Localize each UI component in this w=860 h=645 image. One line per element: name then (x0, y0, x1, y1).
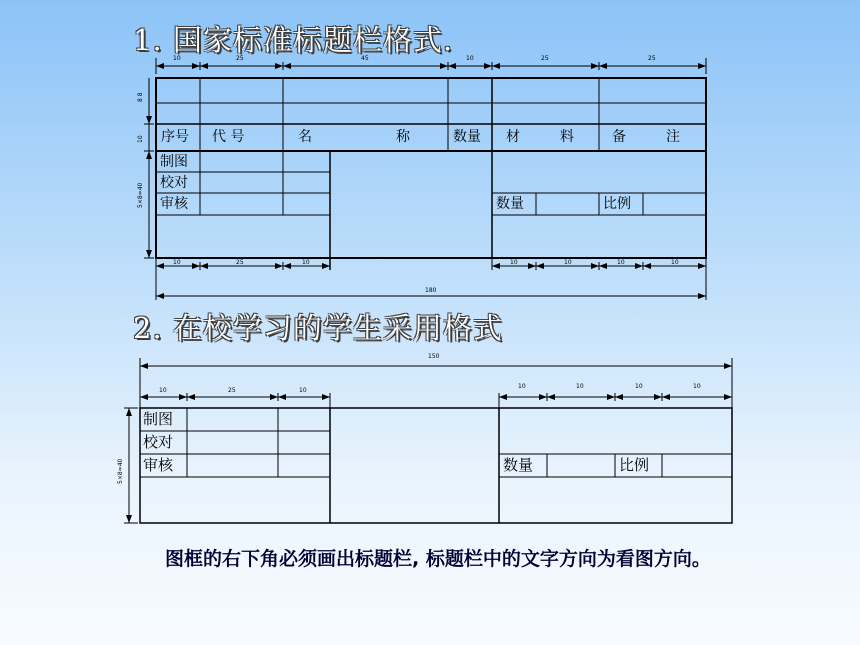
table1-qty-label: 数量 (496, 196, 524, 212)
dim1-bottom-1: 10 (173, 259, 181, 266)
dim2-left: 5×8=40 (117, 458, 124, 484)
dim1-bottom-4: 10 (510, 259, 518, 266)
dim1-top-1: 10 (173, 55, 181, 62)
dim1-bottom-3: 10 (302, 259, 310, 266)
heading-student-format: 2. 在校学习的学生采用格式 (133, 311, 503, 345)
dim1-total: 180 (425, 287, 437, 294)
header-material-b: 料 (560, 129, 574, 145)
heading-national-standard: 1. 国家标准标题栏格式. (133, 23, 454, 57)
table1-scale-label: 比例 (603, 196, 631, 212)
dim1-bottom-7: 10 (671, 259, 679, 266)
dim2-top-2: 25 (228, 387, 236, 394)
dim2-top-7: 10 (693, 383, 701, 390)
dim1-left-c: 5×8=40 (137, 182, 144, 208)
header-qty: 数量 (453, 129, 481, 145)
dim1-bottom-5: 10 (564, 259, 572, 266)
dim2-top-4: 10 (518, 383, 526, 390)
dim1-top-2: 25 (236, 55, 244, 62)
dim2-top-3: 10 (299, 387, 307, 394)
header-remark-a: 备 (612, 129, 626, 145)
dim1-top-5: 25 (541, 55, 549, 62)
table2-row-drawn: 制图 (143, 410, 174, 428)
table2-qty-label: 数量 (503, 456, 534, 474)
caption-note: 图框的右下角必须画出标题栏, 标题栏中的文字方向为看图方向。 (165, 548, 711, 570)
table1-row-reviewed: 审核 (160, 196, 188, 212)
header-name-a: 名 (298, 129, 312, 145)
table2-scale-label: 比例 (619, 456, 650, 474)
header-remark-b: 注 (666, 129, 680, 145)
header-material-a: 材 (506, 129, 520, 145)
dim2-top-5: 10 (576, 383, 584, 390)
dim1-left-a: 8 8 (137, 92, 144, 102)
table1-row-checked: 校对 (160, 175, 188, 191)
header-code: 代 号 (212, 129, 245, 145)
dim2-total: 150 (428, 353, 440, 360)
dim2-top-1: 10 (159, 387, 167, 394)
dim1-top-6: 25 (648, 55, 656, 62)
dim1-top-4: 10 (466, 55, 474, 62)
table2-row-checked: 校对 (143, 433, 174, 451)
dim1-left-b: 10 (137, 135, 144, 143)
table2-row-reviewed: 审核 (143, 456, 174, 474)
header-index: 序号 (161, 129, 189, 145)
dim2-top-6: 10 (635, 383, 643, 390)
dim1-bottom-2: 25 (236, 259, 244, 266)
dim1-bottom-6: 10 (617, 259, 625, 266)
dim1-top-3: 45 (361, 55, 369, 62)
table1-row-drawn: 制图 (160, 154, 188, 170)
header-name-b: 称 (396, 129, 410, 145)
